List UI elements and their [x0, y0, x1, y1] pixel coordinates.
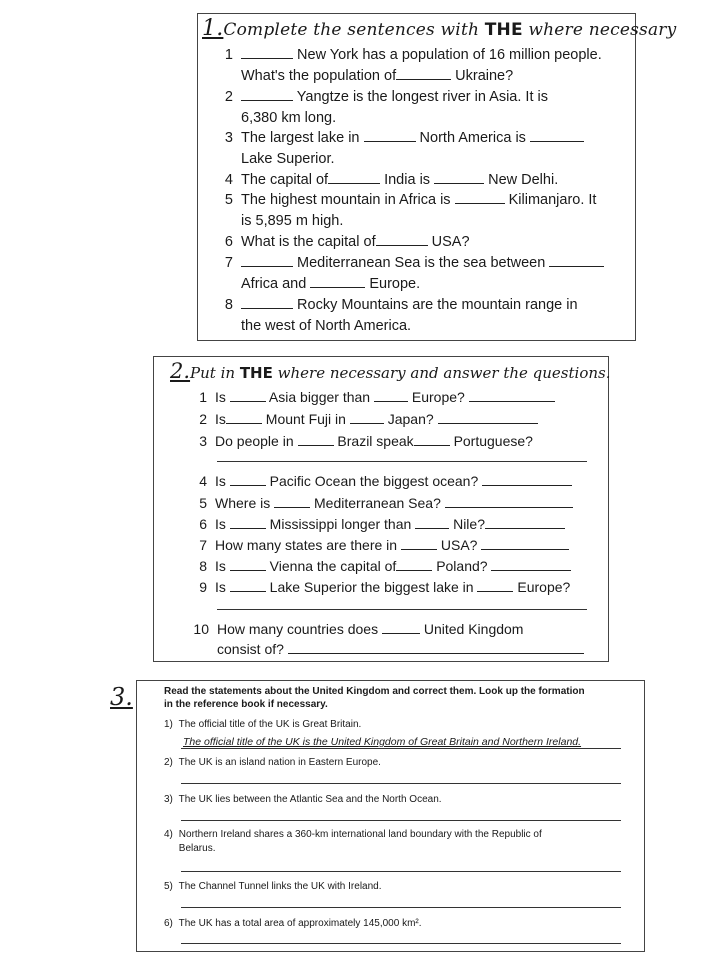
answer-line[interactable] [181, 820, 621, 821]
answer-blank[interactable] [350, 411, 384, 424]
answer-blank[interactable] [396, 558, 432, 571]
exercise-1-item: 3 The largest lake in North America is Lake Superior. [241, 128, 584, 169]
answer-blank[interactable] [230, 516, 266, 529]
answer-blank[interactable] [396, 67, 451, 80]
answer-line[interactable] [181, 871, 621, 872]
answer-blank[interactable] [477, 579, 513, 592]
exercise-2-item: 9 Is Lake Superior the biggest lake in Europe? [199, 579, 571, 595]
answer-blank[interactable] [241, 46, 293, 59]
answer-blank[interactable] [374, 389, 408, 402]
answer-line[interactable] [445, 495, 573, 508]
exercise-2-box [153, 356, 609, 662]
answer-line[interactable] [217, 461, 587, 462]
exercise-3-item: 6) The UK has a total area of approximately 145,000 km². [164, 918, 422, 929]
exercise-1-item: 1 New York has a population of 16 million people. What's the population of Ukraine? [224, 47, 602, 84]
exercise-1-item: 6 What is the capital of USA? [224, 234, 470, 250]
exercise-1-item: 7 Mediterranean Sea is the sea between Africa and Europe. [241, 253, 604, 294]
answer-line[interactable] [181, 748, 621, 749]
answer-line[interactable] [181, 907, 621, 908]
exercise-2-item: 2 Is Mount Fuji in Japan? [215, 409, 538, 429]
exercise-3-item: 5) The Channel Tunnel links the UK with Ireland. [164, 881, 382, 892]
exercise-3-item: 2) The UK is an island nation in Eastern Europe. [164, 757, 381, 768]
answer-blank[interactable] [415, 516, 449, 529]
answer-line[interactable] [288, 641, 584, 654]
exercise-2-item: 5 Where is Mediterranean Sea? [215, 493, 573, 513]
answer-blank[interactable] [376, 233, 428, 246]
exercise-1-item: 4 The capital of India is New Delhi. [224, 172, 559, 188]
answer-blank[interactable] [241, 296, 293, 309]
exercise-2-item: 6 Is Mississippi longer than Nile? [215, 514, 565, 534]
answer-blank[interactable] [434, 171, 484, 184]
answer-blank[interactable] [549, 254, 604, 267]
exercise-2-number: 2. [170, 359, 191, 383]
exercise-1-title: 1.Complete the sentences with THE where necessary [202, 16, 677, 41]
answer-line[interactable] [481, 537, 569, 550]
exercise-2-item: 8 Is Vienna the capital of Poland? [215, 556, 571, 576]
answer-blank[interactable] [364, 129, 416, 142]
answer-blank[interactable] [230, 473, 266, 486]
exercise-1-item: 5 The highest mountain in Africa is Kilimanjaro. It is 5,895 m high. [224, 192, 597, 229]
exercise-2-item: 10 How many countries does United Kingdom consist of? [217, 619, 584, 659]
exercise-3-item: 4) Northern Ireland shares a 360-km international land boundary with the Republic of Belarus. [164, 829, 542, 854]
exercise-3-instructions: Read the statements about the United Kingdom and correct them. Look up the formation in the reference book if necessary. [164, 686, 585, 710]
answer-blank[interactable] [455, 191, 505, 204]
answer-line[interactable] [482, 473, 572, 486]
exercise-3-box [136, 680, 645, 952]
exercise-2-item: 1 Is Asia bigger than Europe? [215, 387, 555, 407]
answer-blank[interactable] [230, 558, 266, 571]
answer-blank[interactable] [274, 495, 310, 508]
answer-blank[interactable] [328, 171, 380, 184]
exercise-3-number: 3. [110, 683, 133, 711]
answer-blank[interactable] [382, 621, 420, 634]
answer-line[interactable] [217, 609, 587, 610]
exercise-2-item: 3 Do people in Brazil speak Portuguese? [199, 433, 533, 449]
exercise-2-item: 4 Is Pacific Ocean the biggest ocean? [215, 471, 572, 491]
answer-blank[interactable] [401, 537, 437, 550]
answer-line[interactable] [491, 558, 571, 571]
answer-line[interactable] [485, 516, 565, 529]
exercise-3-sample-answer: The official title of the UK is the United Kingdom of Great Britain and Northern Ireland. [183, 736, 582, 748]
exercise-2-title: 2.Put in THE where necessary and answer the questions. [170, 359, 611, 383]
exercise-1-number: 1. [202, 16, 224, 41]
exercise-3-item: 3) The UK lies between the Atlantic Sea and the North Ocean. [164, 794, 442, 805]
exercise-3-item: 1) The official title of the UK is Great Britain. [164, 719, 362, 730]
answer-blank[interactable] [298, 433, 334, 446]
answer-line[interactable] [438, 411, 538, 424]
answer-blank[interactable] [241, 254, 293, 267]
answer-line[interactable] [181, 783, 621, 784]
answer-blank[interactable] [226, 411, 262, 424]
answer-line[interactable] [469, 389, 555, 402]
answer-blank[interactable] [414, 433, 450, 446]
answer-blank[interactable] [230, 389, 266, 402]
answer-line[interactable] [181, 943, 621, 944]
answer-blank[interactable] [530, 129, 584, 142]
exercise-1-item: 8 Rocky Mountains are the mountain range in the west of North America. [224, 297, 578, 334]
answer-blank[interactable] [230, 579, 266, 592]
exercise-1-box [197, 13, 677, 341]
exercise-2-item: 7 How many states are there in USA? [215, 535, 569, 555]
answer-blank[interactable] [241, 88, 293, 101]
answer-blank[interactable] [310, 275, 365, 288]
exercise-1-item: 2 Yangtze is the longest river in Asia. It is 6,380 km long. [224, 89, 548, 126]
